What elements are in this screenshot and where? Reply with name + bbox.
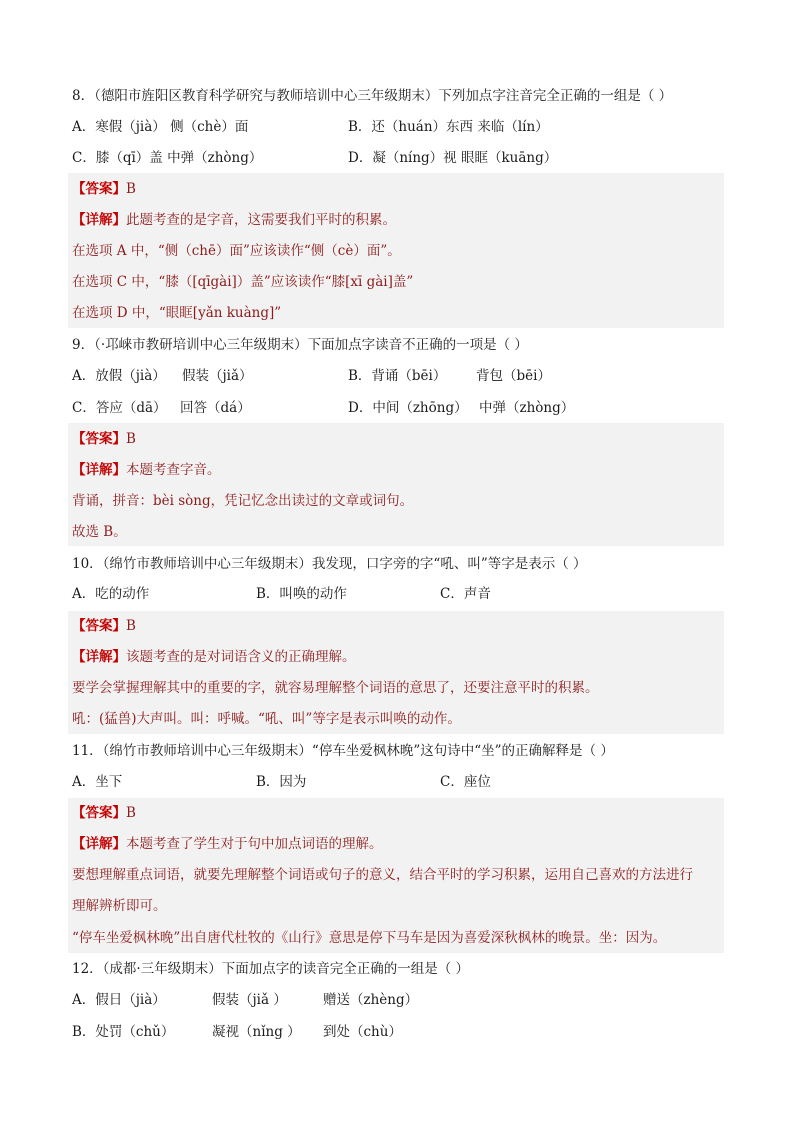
question-9-options-row1 (72, 364, 722, 388)
explanation-line: 在选项 D 中，“眼眶[yǎn kuàng]” (72, 305, 282, 321)
question-9-stem: 9．（·邛崃市教研培训中心三年级期末）下面加点字读音不正确的一项是（ ） (72, 337, 528, 353)
option-a-word2: 假装（jiǎ） (182, 368, 253, 384)
detail-line (72, 645, 722, 669)
option-a-word2: 假装（jiǎ ） (212, 992, 287, 1008)
question-12-stem: 12．（成都·三年级期末）下面加点字的读音完全正确的一组是（ ） (72, 961, 470, 977)
option-b-word3: 到处（chù） (323, 1024, 402, 1040)
option-b: B．处罚（chǔ） (72, 1024, 175, 1040)
option-c: C．声音 (440, 586, 491, 602)
option-b: B．因为 (256, 774, 307, 790)
option-b: B．叫唤的动作 (256, 586, 347, 602)
detail-label: 【详解】 (72, 836, 126, 852)
question-10-options (72, 582, 722, 606)
option-a: A．吃的动作 (72, 586, 150, 602)
detail-text: 本题考查字音。 (126, 462, 221, 478)
detail-label: 【详解】 (72, 462, 126, 478)
answer-value: B (126, 431, 136, 447)
option-c: C．答应（dā） (72, 400, 167, 416)
option-a-word3: 赠送（zhèng） (323, 992, 419, 1008)
option-b: B．背诵（bēi） (348, 368, 447, 384)
answer-value: B (126, 181, 136, 197)
question-8-options-row2 (72, 146, 722, 170)
question-12-option-b (72, 1020, 722, 1044)
detail-text: 该题考查的是对词语含义的正确理解。 (126, 649, 356, 665)
answer-line (72, 177, 722, 201)
option-b-word2: 背包（bēi） (476, 368, 551, 384)
question-11-options (72, 770, 722, 794)
answer-label: 【答案】 (72, 618, 126, 634)
answer-label: 【答案】 (72, 431, 126, 447)
explanation-line: 背诵，拼音：bèi sòng，凭记忆念出读过的文章或词句。 (72, 493, 414, 509)
explanation-line: 理解辨析即可。 (72, 898, 167, 914)
option-b: B．还（huán）东西 来临（lín） (348, 119, 549, 135)
answer-label: 【答案】 (72, 181, 126, 197)
answer-label: 【答案】 (72, 805, 126, 821)
option-d: D．凝（níng）视 眼眶（kuāng） (348, 150, 558, 166)
option-d-word2: 中弹（zhòng） (479, 400, 575, 416)
detail-line (72, 208, 722, 232)
explanation-line: 吼：(猛兽)大声叫。叫：呼喊。“吼、叫”等字是表示叫唤的动作。 (72, 711, 461, 727)
explanation-line: 要学会掌握理解其中的重要的字，就容易理解整个词语的意思了，还要注意平时的积累。 (72, 680, 599, 696)
question-11-stem: 11．（绵竹市教师培训中心三年级期末）“停车坐爱枫林晚”这句诗中“坐”的正确解释是（ ） (72, 743, 614, 759)
option-a: A．寒假（jià） 侧（chè）面 (72, 119, 249, 135)
answer-value: B (126, 805, 136, 821)
question-12-option-a (72, 988, 722, 1012)
explanation-line: 在选项 C 中，“膝（[qīgài]）盖”应该读作“膝[xī gài]盖” (72, 274, 414, 290)
detail-text: 本题考查了学生对于句中加点词语的理解。 (126, 836, 383, 852)
detail-line (72, 832, 722, 856)
answer-line (72, 801, 722, 825)
option-c: C．膝（qī）盖 中弹（zhòng） (72, 150, 263, 166)
question-9-options-row2 (72, 396, 722, 420)
detail-label: 【详解】 (72, 649, 126, 665)
detail-label: 【详解】 (72, 212, 126, 228)
detail-line (72, 458, 722, 482)
explanation-line: “停车坐爱枫林晚”出自唐代杜牧的《山行》意思是停下马车是因为喜爱深秋枫林的晚景。坐：因为。 (72, 930, 667, 946)
question-8-stem: 8．（德阳市旌阳区教育科学研究与教师培训中心三年级期末）下列加点字注音完全正确的一组是（ ） (72, 88, 673, 104)
answer-line (72, 614, 722, 638)
option-a: A．假日（jià） (72, 992, 166, 1008)
answer-line (72, 427, 722, 451)
option-d: D．中间（zhōng） (348, 400, 468, 416)
option-a: A．放假（jià） (72, 368, 166, 384)
question-8-options-row1 (72, 115, 722, 139)
option-b-word2: 凝视（nǐng ） (212, 1024, 301, 1040)
detail-text: 此题考查的是字音，这需要我们平时的积累。 (126, 212, 396, 228)
explanation-line: 故选 B。 (72, 524, 127, 540)
option-a: A．坐下 (72, 774, 123, 790)
explanation-line: 要想理解重点词语，就要先理解整个词语或句子的意义，结合平时的学习积累，运用自己喜欢的方法进行 (72, 867, 693, 883)
option-c-word2: 回答（dá） (180, 400, 251, 416)
question-10-stem: 10．（绵竹市教师培训中心三年级期末）我发现，口字旁的字“吼、叫”等字是表示（ ） (72, 556, 587, 572)
explanation-line: 在选项 A 中，“侧（chē）面”应该读作“侧（cè）面”。 (72, 243, 401, 259)
option-c: C．座位 (440, 774, 491, 790)
answer-value: B (126, 618, 136, 634)
